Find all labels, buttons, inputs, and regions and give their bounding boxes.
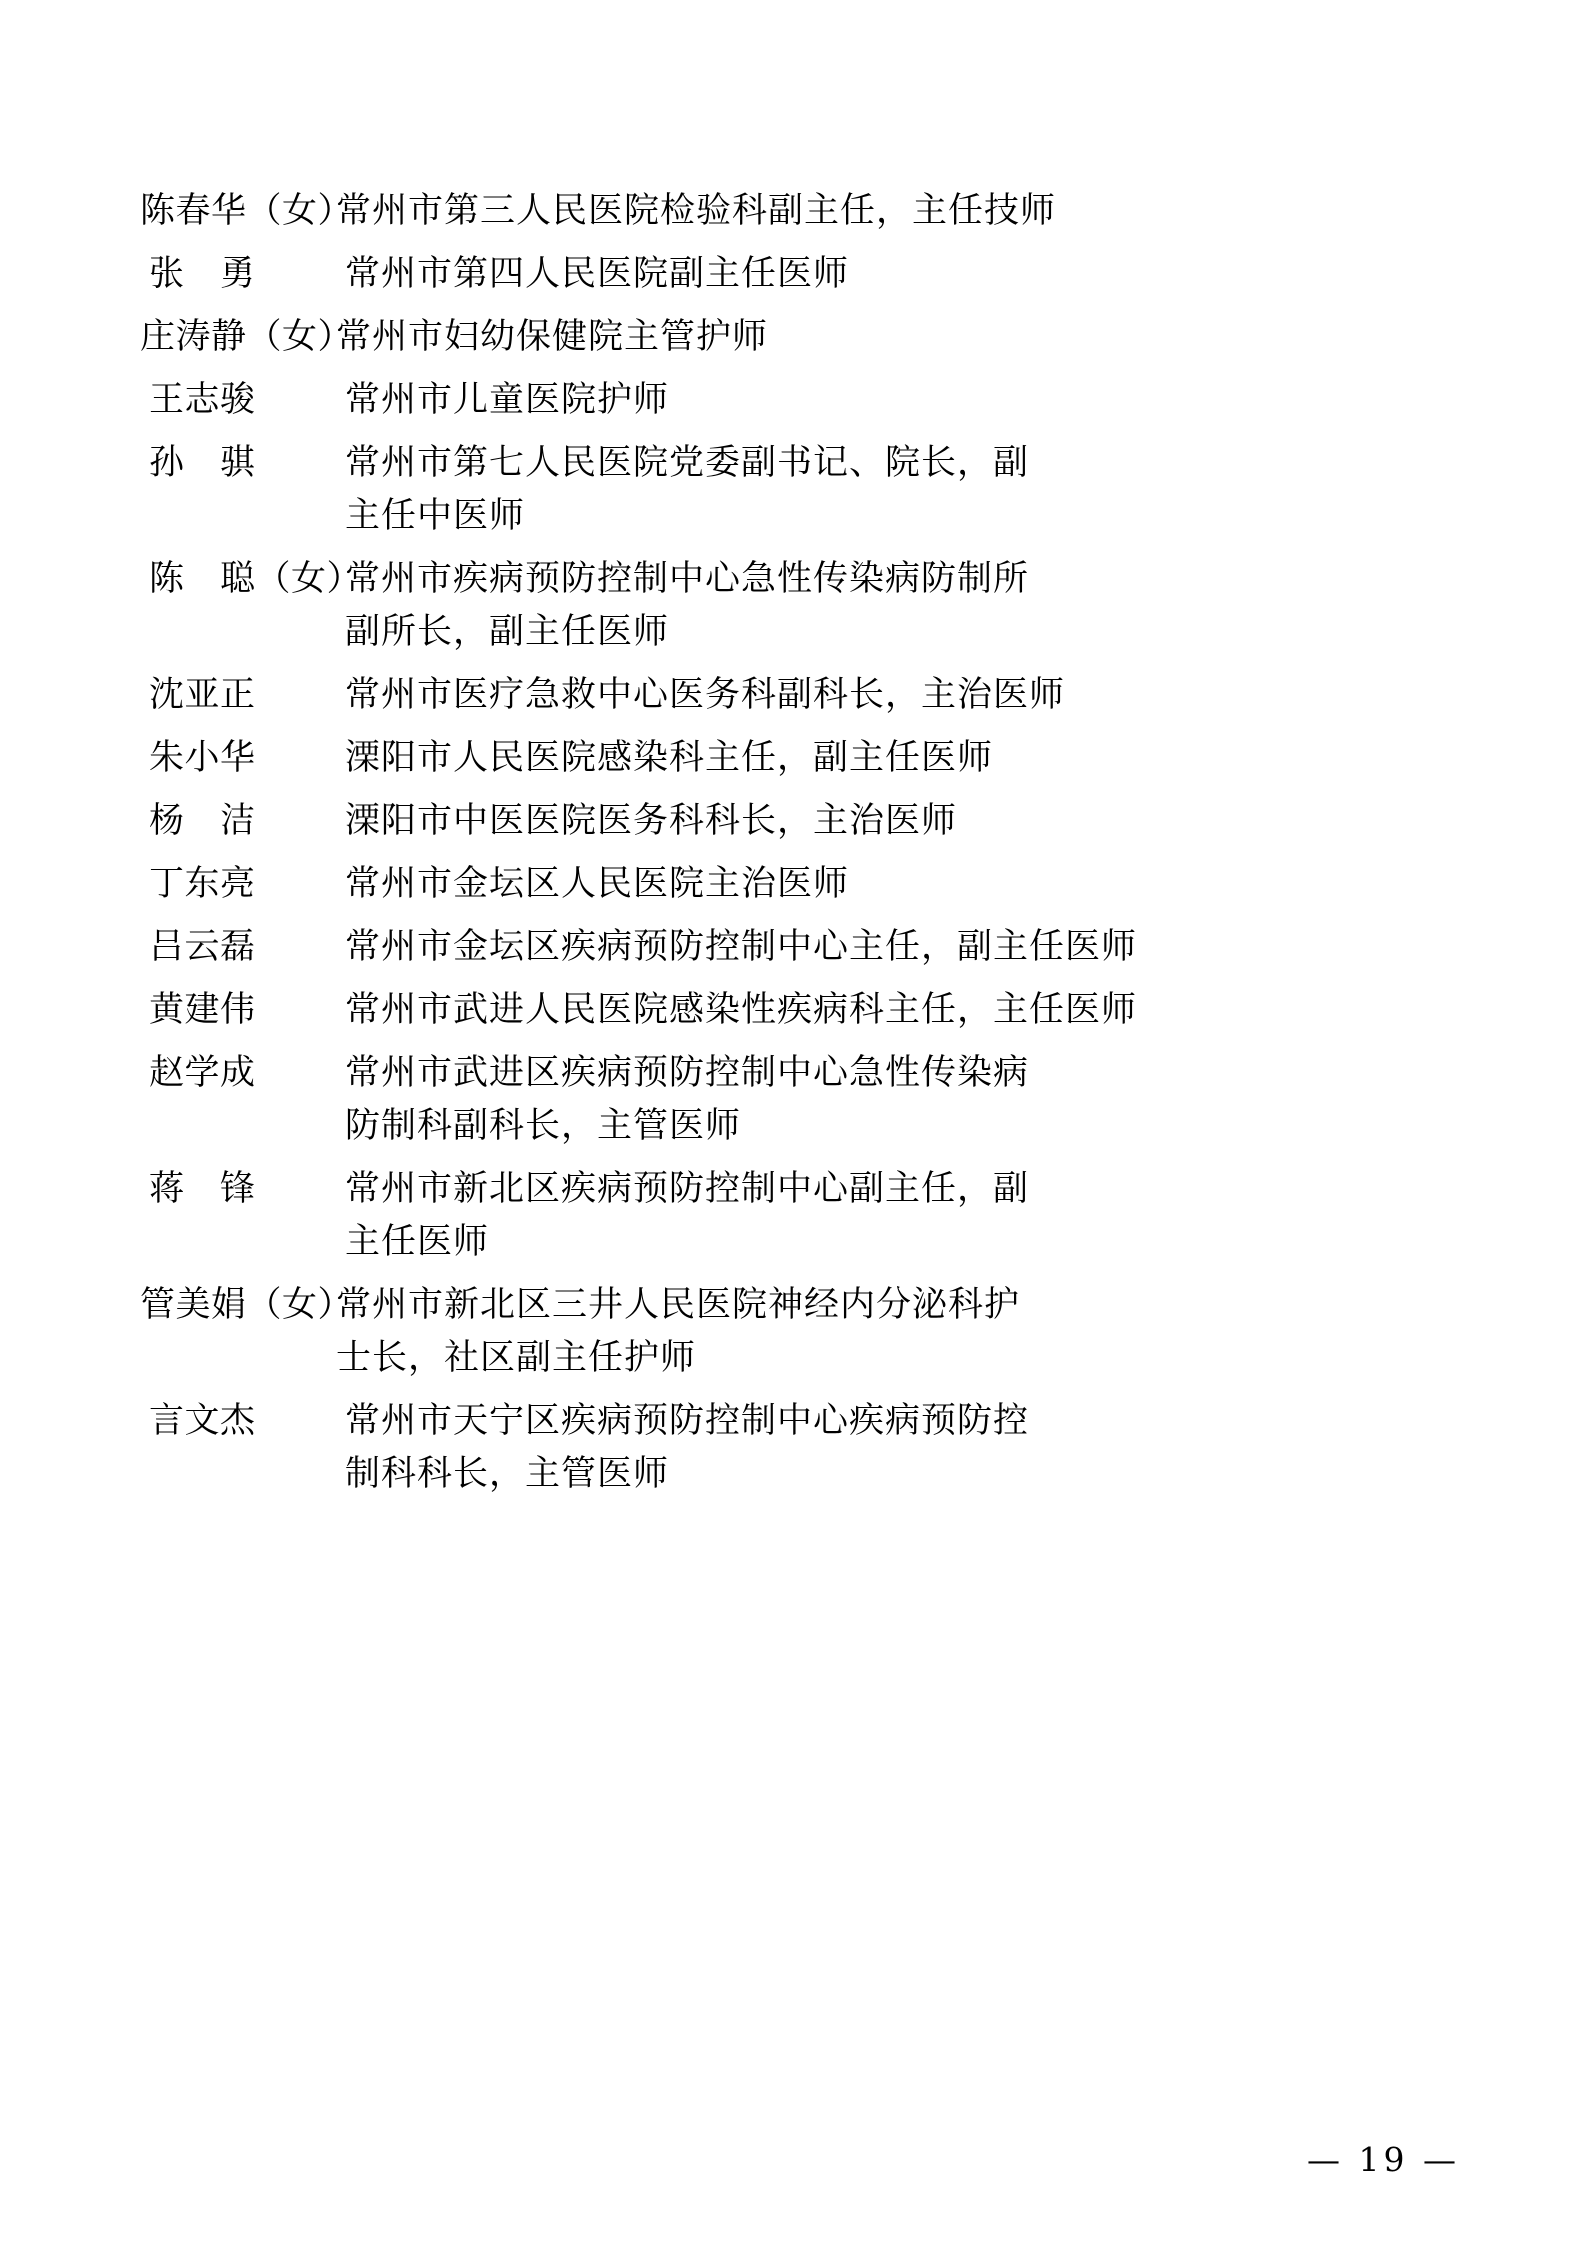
description-line: 常州市武进人民医院感染性疾病科主任，主任医师 (345, 990, 1138, 1030)
list-item (140, 795, 1440, 848)
list-item (140, 858, 1440, 911)
honoree-name: 吕云磊 (149, 927, 256, 967)
honoree-list (140, 185, 1460, 2179)
description-line: 主任中医师 (345, 496, 526, 536)
honoree-name: 丁东亮 (149, 864, 256, 904)
list-item (140, 921, 1440, 974)
list-item (140, 1047, 1440, 1153)
honoree-name: 杨 洁 (149, 801, 256, 841)
honoree-description (345, 1163, 1440, 1269)
list-item (140, 374, 1440, 427)
description-line: 主任医师 (345, 1222, 490, 1262)
description-line: 溧阳市人民医院感染科主任，副主任医师 (345, 738, 994, 778)
honoree-description (345, 732, 1440, 785)
description-line: 常州市金坛区疾病预防控制中心主任，副主任医师 (345, 927, 1138, 967)
honoree-name: 管美娟（女） (140, 1285, 354, 1325)
honoree-name: 蒋 锋 (149, 1169, 256, 1209)
honoree-name: 沈亚正 (149, 675, 256, 715)
description-line: 士长，社区副主任护师 (336, 1338, 697, 1378)
honoree-name: 陈 聪（女） (149, 559, 363, 599)
honoree-description (345, 669, 1440, 722)
description-line: 常州市武进区疾病预防控制中心急性传染病 (345, 1053, 1030, 1093)
honoree-name: 陈春华（女） (140, 191, 354, 231)
honoree-description (345, 1395, 1440, 1501)
honoree-name: 孙 骐 (149, 443, 256, 483)
description-line: 常州市金坛区人民医院主治医师 (345, 864, 850, 904)
honoree-description (345, 921, 1440, 974)
list-item (140, 669, 1440, 722)
description-line: 常州市第七人民医院党委副书记、院长，副 (345, 443, 1030, 483)
description-line: 副所长，副主任医师 (345, 612, 670, 652)
list-item (140, 1279, 1440, 1385)
description-line: 常州市儿童医院护师 (345, 380, 670, 420)
description-line: 常州市妇幼保健院主管护师 (336, 317, 769, 357)
honoree-name: 张 勇 (149, 254, 256, 294)
list-item (140, 553, 1440, 659)
description-line: 溧阳市中医医院医务科科长，主治医师 (345, 801, 958, 841)
honoree-description (336, 185, 1440, 238)
description-line: 常州市医疗急救中心医务科副科长，主治医师 (345, 675, 1066, 715)
list-item (140, 311, 1440, 364)
honoree-description (345, 374, 1440, 427)
honoree-name: 言文杰 (149, 1401, 256, 1441)
honoree-name: 朱小华 (149, 738, 256, 778)
honoree-description (345, 553, 1440, 659)
list-item (140, 1395, 1440, 1501)
honoree-description (345, 984, 1440, 1037)
list-item (140, 437, 1440, 543)
honoree-name: 王志骏 (149, 380, 256, 420)
description-line: 常州市第四人民医院副主任医师 (345, 254, 850, 294)
description-line: 常州市第三人民医院检验科副主任，主任技师 (336, 191, 1057, 231)
list-item (140, 984, 1440, 1037)
list-item (140, 185, 1440, 238)
page-number: — 19 — (1307, 2140, 1460, 2179)
description-line: 常州市天宁区疾病预防控制中心疾病预防控 (345, 1401, 1030, 1441)
honoree-description (345, 1047, 1440, 1153)
honoree-description (345, 437, 1440, 543)
description-line: 常州市新北区疾病预防控制中心副主任，副 (345, 1169, 1030, 1209)
description-line: 防制科副科长，主管医师 (345, 1106, 742, 1146)
honoree-name: 黄建伟 (149, 990, 256, 1030)
list-item (140, 732, 1440, 785)
description-line: 常州市疾病预防控制中心急性传染病防制所 (345, 559, 1030, 599)
description-line: 常州市新北区三井人民医院神经内分泌科护 (336, 1285, 1021, 1325)
list-item (140, 1163, 1440, 1269)
honoree-name: 庄涛静（女） (140, 317, 354, 357)
honoree-description (345, 858, 1440, 911)
honoree-description (336, 311, 1440, 364)
honoree-name: 赵学成 (149, 1053, 256, 1093)
honoree-description (345, 248, 1440, 301)
description-line: 制科科长，主管医师 (345, 1454, 670, 1494)
honoree-description (345, 795, 1440, 848)
honoree-description (336, 1279, 1440, 1385)
list-item (140, 248, 1440, 301)
